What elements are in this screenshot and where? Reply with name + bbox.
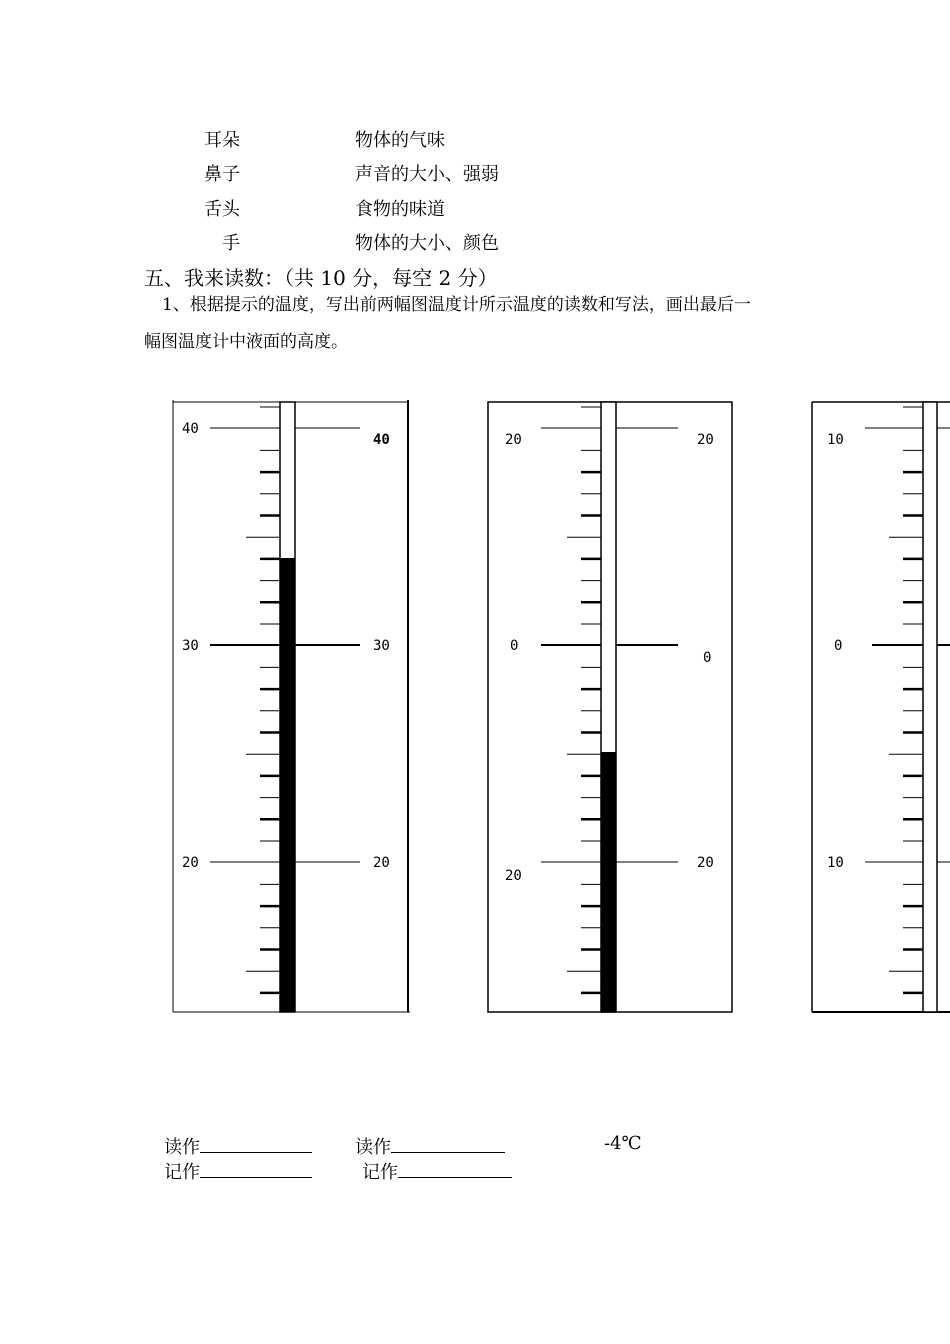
label-left-bottom: 10 (827, 855, 844, 871)
match-right-1: 物体的气味 (355, 130, 445, 151)
label-right-bottom: 20 (373, 855, 390, 871)
thermometer-tube (923, 402, 937, 1012)
match-left-3: 舌头 (204, 199, 240, 220)
match-right-2: 声音的大小、强弱 (355, 164, 499, 185)
label-left-top: 10 (827, 432, 844, 448)
answer-read-1 (164, 1133, 312, 1159)
mercury-column (280, 558, 295, 1012)
match-left-4: 手 (222, 233, 240, 254)
label-right-mid: 0 (703, 650, 712, 666)
match-right-4: 物体的大小、颜色 (355, 233, 499, 254)
question-line-1: 1、根据提示的温度，写出前两幅图温度计所示温度的读数和写法，画出最后一 (162, 295, 751, 315)
answer-write-2 (362, 1158, 512, 1184)
label-right-top: 20 (697, 432, 714, 448)
answer-read-2 (355, 1133, 505, 1159)
write-label: 记作 (362, 1162, 398, 1183)
label-right-top: 40 (373, 432, 390, 448)
label-left-bottom: 20 (505, 868, 522, 884)
read-label: 读作 (355, 1137, 391, 1158)
thermometer-1 (170, 400, 415, 1018)
mercury-column (601, 752, 616, 1012)
label-left-mid: 0 (510, 638, 519, 654)
match-right-3: 食物的味道 (355, 199, 445, 220)
label-left-mid: 0 (834, 638, 843, 654)
write-label: 记作 (164, 1162, 200, 1183)
thermometer-2 (486, 400, 736, 1018)
label-left-top: 40 (182, 421, 199, 437)
label-left-top: 20 (505, 432, 522, 448)
tick-marks (889, 407, 923, 993)
match-left-1: 耳朵 (204, 130, 240, 151)
blank-write-1[interactable] (200, 1159, 312, 1178)
answer-write-1 (164, 1158, 312, 1184)
label-left-bottom: 20 (182, 855, 199, 871)
thermometer-3 (810, 400, 950, 1018)
tick-marks (246, 407, 280, 993)
match-left-2: 鼻子 (204, 164, 240, 185)
question-line-2: 幅图温度计中液面的高度。 (144, 332, 348, 352)
tick-marks (567, 407, 601, 993)
blank-read-2[interactable] (391, 1134, 505, 1153)
label-right-bottom: 20 (697, 855, 714, 871)
section-title: 五、我来读数：（共 10 分，每空 2 分） (144, 266, 498, 290)
blank-read-1[interactable] (200, 1134, 312, 1153)
label-right-mid: 30 (373, 638, 390, 654)
given-temperature: -4℃ (604, 1133, 642, 1154)
blank-write-2[interactable] (398, 1159, 512, 1178)
read-label: 读作 (164, 1137, 200, 1158)
label-left-mid: 30 (182, 638, 199, 654)
